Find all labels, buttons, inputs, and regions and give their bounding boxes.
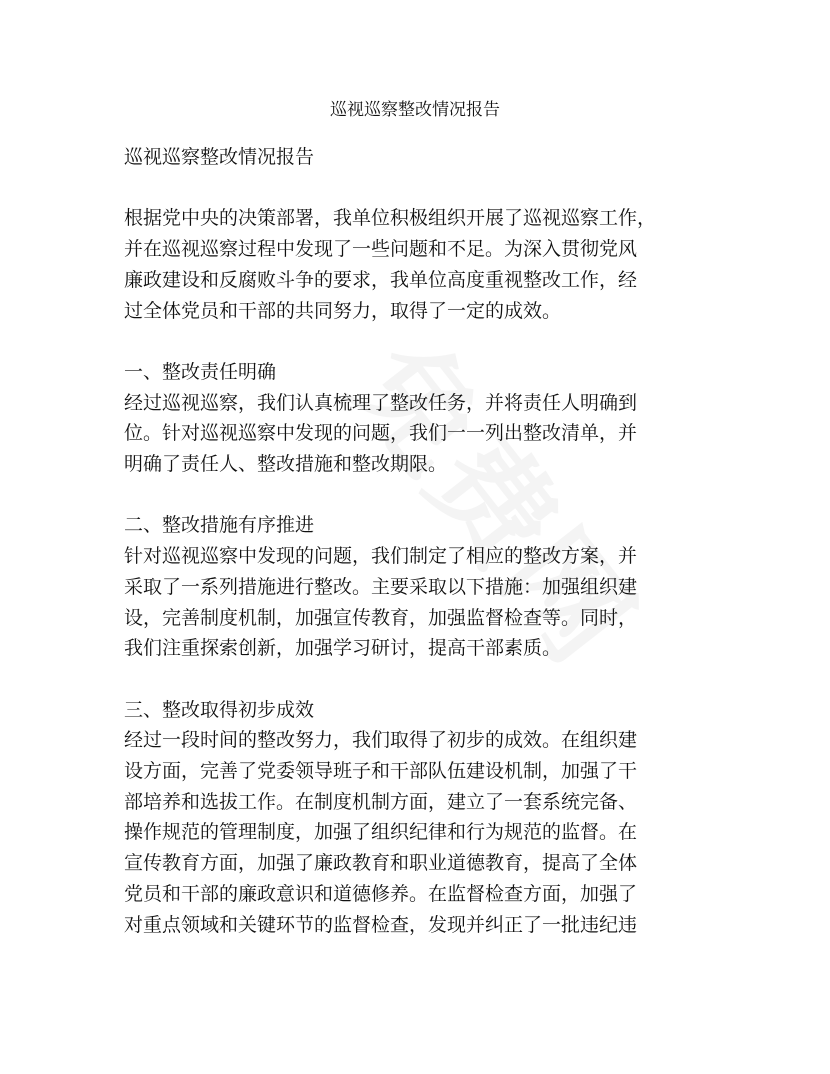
section-line: 明确了责任人、整改措施和整改期限。	[124, 453, 448, 475]
section-line: 设，完善制度机制，加强宣传教育，加强监督检查等。同时，	[124, 606, 638, 629]
section-line: 经过巡视巡察，我们认真梳理了整改任务，并将责任人明确到	[124, 391, 638, 414]
section-line: 采取了一系列措施进行整改。主要采取以下措施：加强组织建	[124, 575, 638, 598]
intro-paragraph	[124, 203, 724, 326]
paragraph-gap	[124, 480, 724, 511]
paragraph-gap	[124, 664, 724, 695]
section-line: 部培养和选拔工作。在制度机制方面，建立了一套系统完备、	[124, 790, 638, 813]
section-line: 位。针对巡视巡察中发现的问题，我们一一列出整改清单，并	[124, 422, 638, 445]
intro-line: 过全体党员和干部的共同努力，取得了一定的成效。	[124, 299, 562, 322]
page-title: 巡视巡察整改情况报告	[330, 100, 500, 120]
paragraph-gap	[124, 173, 724, 204]
paragraph-gap	[124, 326, 724, 357]
section-heading: 三、整改取得初步成效	[124, 698, 315, 721]
section-line: 宣传教育方面，加强了廉政教育和职业道德教育，提高了全体	[124, 852, 638, 875]
section-line: 对重点领域和关键环节的监督检查，发现并纠正了一批违纪违	[124, 913, 638, 936]
section-3	[124, 695, 724, 941]
section-heading: 二、整改措施有序推进	[124, 514, 315, 537]
section-2	[124, 510, 724, 664]
section-line: 党员和干部的廉政意识和道德修养。在监督检查方面，加强了	[124, 882, 638, 905]
section-line: 针对巡视巡察中发现的问题，我们制定了相应的整改方案，并	[124, 545, 638, 568]
section-heading: 一、整改责任明确	[124, 360, 277, 383]
intro-line: 并在巡视巡察过程中发现了一些问题和不足。为深入贯彻党风	[124, 238, 638, 261]
document-subtitle: 巡视巡察整改情况报告	[124, 146, 315, 168]
section-line: 经过一段时间的整改努力，我们取得了初步的成效。在组织建	[124, 729, 638, 752]
document-body	[124, 142, 724, 940]
intro-line: 根据党中央的决策部署，我单位积极组织开展了巡视巡察工作，	[124, 207, 657, 230]
section-line: 设方面，完善了党委领导班子和干部队伍建设机制，加强了干	[124, 760, 638, 782]
section-1	[124, 357, 724, 480]
intro-line: 廉政建设和反腐败斗争的要求，我单位高度重视整改工作，经	[124, 268, 638, 291]
section-line: 操作规范的管理制度，加强了组织纪律和行为规范的监督。在	[124, 821, 638, 844]
section-line: 我们注重探索创新，加强学习研讨，提高干部素质。	[124, 637, 562, 660]
